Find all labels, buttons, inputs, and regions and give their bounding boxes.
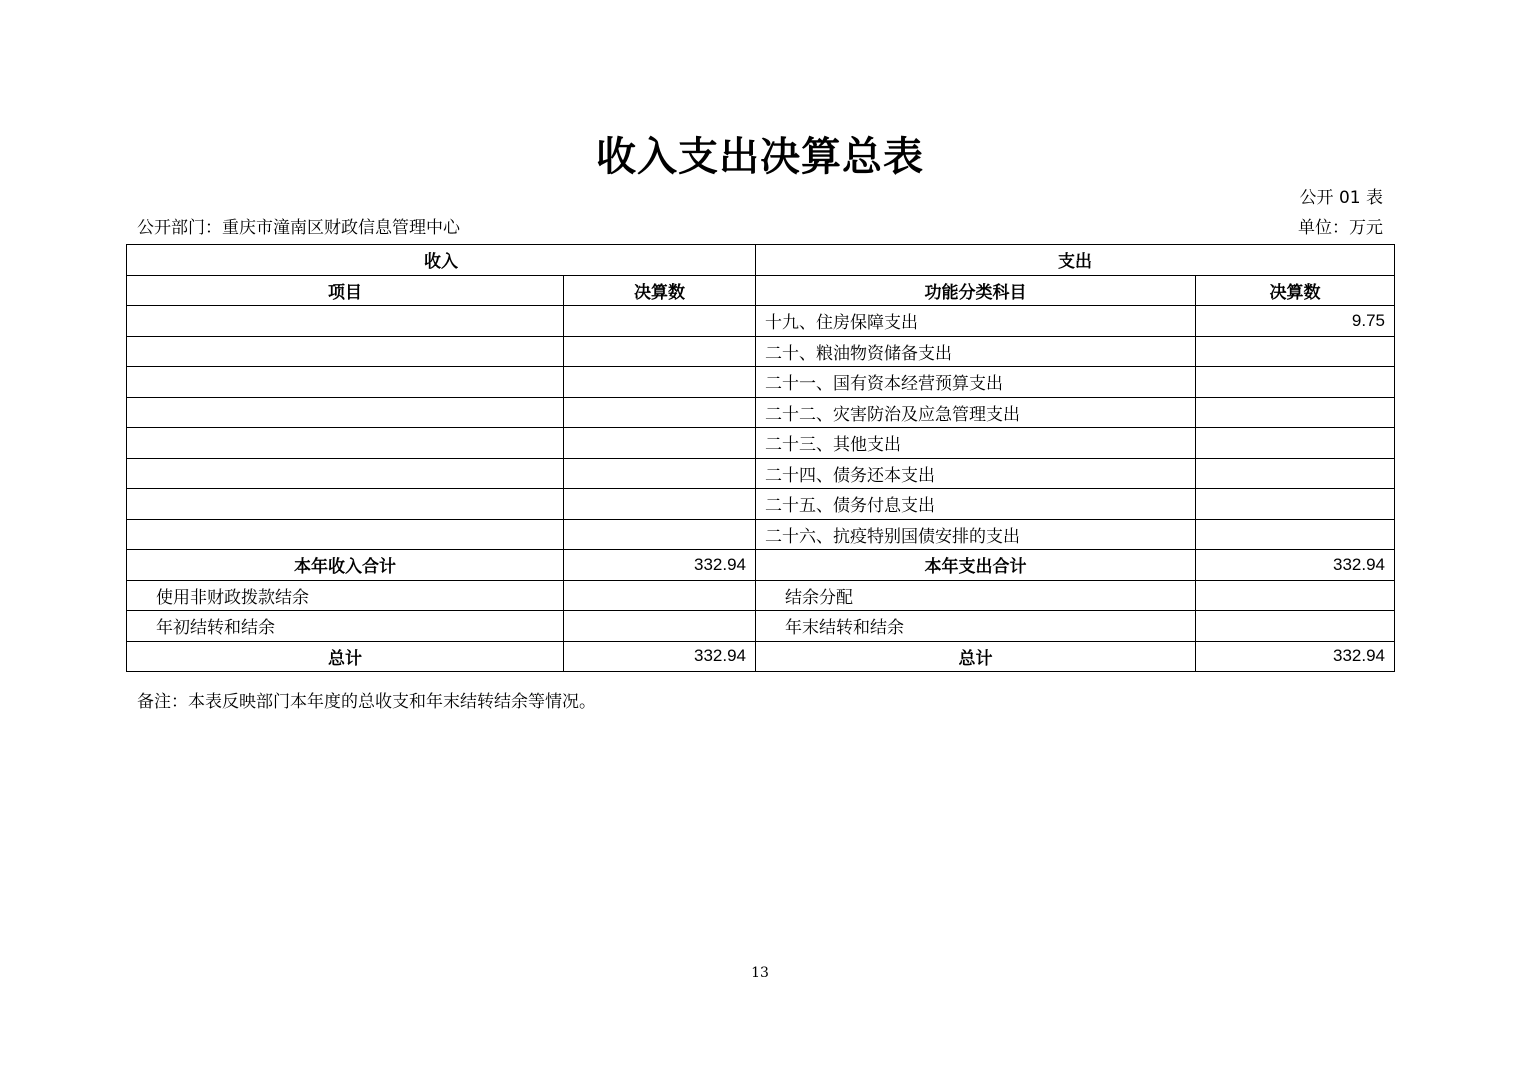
expense-header: 支出 <box>756 245 1395 276</box>
page-title: 收入支出决算总表 <box>596 133 924 180</box>
expense-subtotal-label: 本年支出合计 <box>756 550 1196 581</box>
footnote: 备注：本表反映部门本年度的总收支和年末结转结余等情况。 <box>137 692 596 712</box>
expense-item-cell: 年末结转和结余 <box>756 611 1196 642</box>
expense-item-cell: 结余分配 <box>756 580 1196 611</box>
expense-item-cell: 二十四、债务还本支出 <box>756 458 1196 489</box>
department-label: 公开部门：重庆市潼南区财政信息管理中心 <box>137 218 460 238</box>
unit-label: 单位：万元 <box>1298 218 1383 238</box>
expense-amount-cell <box>1196 428 1395 459</box>
income-total-value: 332.94 <box>564 641 756 672</box>
page-number: 13 <box>751 965 769 981</box>
section-header-row <box>127 245 1395 276</box>
table-row <box>127 397 1395 428</box>
income-item-cell <box>127 336 564 367</box>
income-amount-cell <box>564 458 756 489</box>
income-item-cell <box>127 306 564 337</box>
expense-item-cell: 二十二、灾害防治及应急管理支出 <box>756 397 1196 428</box>
income-header: 收入 <box>127 245 756 276</box>
income-item-cell <box>127 428 564 459</box>
income-amount-cell <box>564 428 756 459</box>
income-item-cell <box>127 397 564 428</box>
table-row <box>127 306 1395 337</box>
income-amount-header: 决算数 <box>564 275 756 306</box>
expense-amount-cell <box>1196 397 1395 428</box>
table-row <box>127 336 1395 367</box>
table-row <box>127 580 1395 611</box>
form-number: 公开 01 表 <box>1299 188 1383 208</box>
table-row <box>127 428 1395 459</box>
expense-amount-cell <box>1196 519 1395 550</box>
expense-subtotal-value: 332.94 <box>1196 550 1395 581</box>
income-item-cell: 使用非财政拨款结余 <box>127 580 564 611</box>
expense-amount-cell <box>1196 458 1395 489</box>
table-row <box>127 611 1395 642</box>
expense-amount-cell <box>1196 489 1395 520</box>
expense-item-cell: 二十六、抗疫特别国债安排的支出 <box>756 519 1196 550</box>
income-amount-cell <box>564 367 756 398</box>
subtotal-row <box>127 550 1395 581</box>
income-amount-cell <box>564 397 756 428</box>
income-amount-cell <box>564 519 756 550</box>
expense-item-cell: 二十一、国有资本经营预算支出 <box>756 367 1196 398</box>
expense-amount-cell <box>1196 611 1395 642</box>
expense-amount-cell: 9.75 <box>1196 306 1395 337</box>
table-row <box>127 367 1395 398</box>
expense-amount-cell <box>1196 580 1395 611</box>
item-header: 项目 <box>127 275 564 306</box>
income-item-cell <box>127 458 564 489</box>
column-header-row <box>127 275 1395 306</box>
income-subtotal-label: 本年收入合计 <box>127 550 564 581</box>
income-amount-cell <box>564 489 756 520</box>
expense-total-value: 332.94 <box>1196 641 1395 672</box>
income-amount-cell <box>564 580 756 611</box>
table-row <box>127 458 1395 489</box>
expense-item-cell: 二十、粮油物资储备支出 <box>756 336 1196 367</box>
income-item-cell: 年初结转和结余 <box>127 611 564 642</box>
expense-item-cell: 二十三、其他支出 <box>756 428 1196 459</box>
expense-item-cell: 二十五、债务付息支出 <box>756 489 1196 520</box>
income-amount-cell <box>564 611 756 642</box>
income-amount-cell <box>564 306 756 337</box>
income-subtotal-value: 332.94 <box>564 550 756 581</box>
budget-summary-table <box>126 244 1395 672</box>
expense-amount-header: 决算数 <box>1196 275 1395 306</box>
expense-item-cell: 十九、住房保障支出 <box>756 306 1196 337</box>
income-item-cell <box>127 367 564 398</box>
expense-amount-cell <box>1196 367 1395 398</box>
table-row <box>127 519 1395 550</box>
expense-amount-cell <box>1196 336 1395 367</box>
func-category-header: 功能分类科目 <box>756 275 1196 306</box>
income-item-cell <box>127 519 564 550</box>
income-total-label: 总计 <box>127 641 564 672</box>
income-item-cell <box>127 489 564 520</box>
table-row <box>127 489 1395 520</box>
income-amount-cell <box>564 336 756 367</box>
total-row <box>127 641 1395 672</box>
expense-total-label: 总计 <box>756 641 1196 672</box>
